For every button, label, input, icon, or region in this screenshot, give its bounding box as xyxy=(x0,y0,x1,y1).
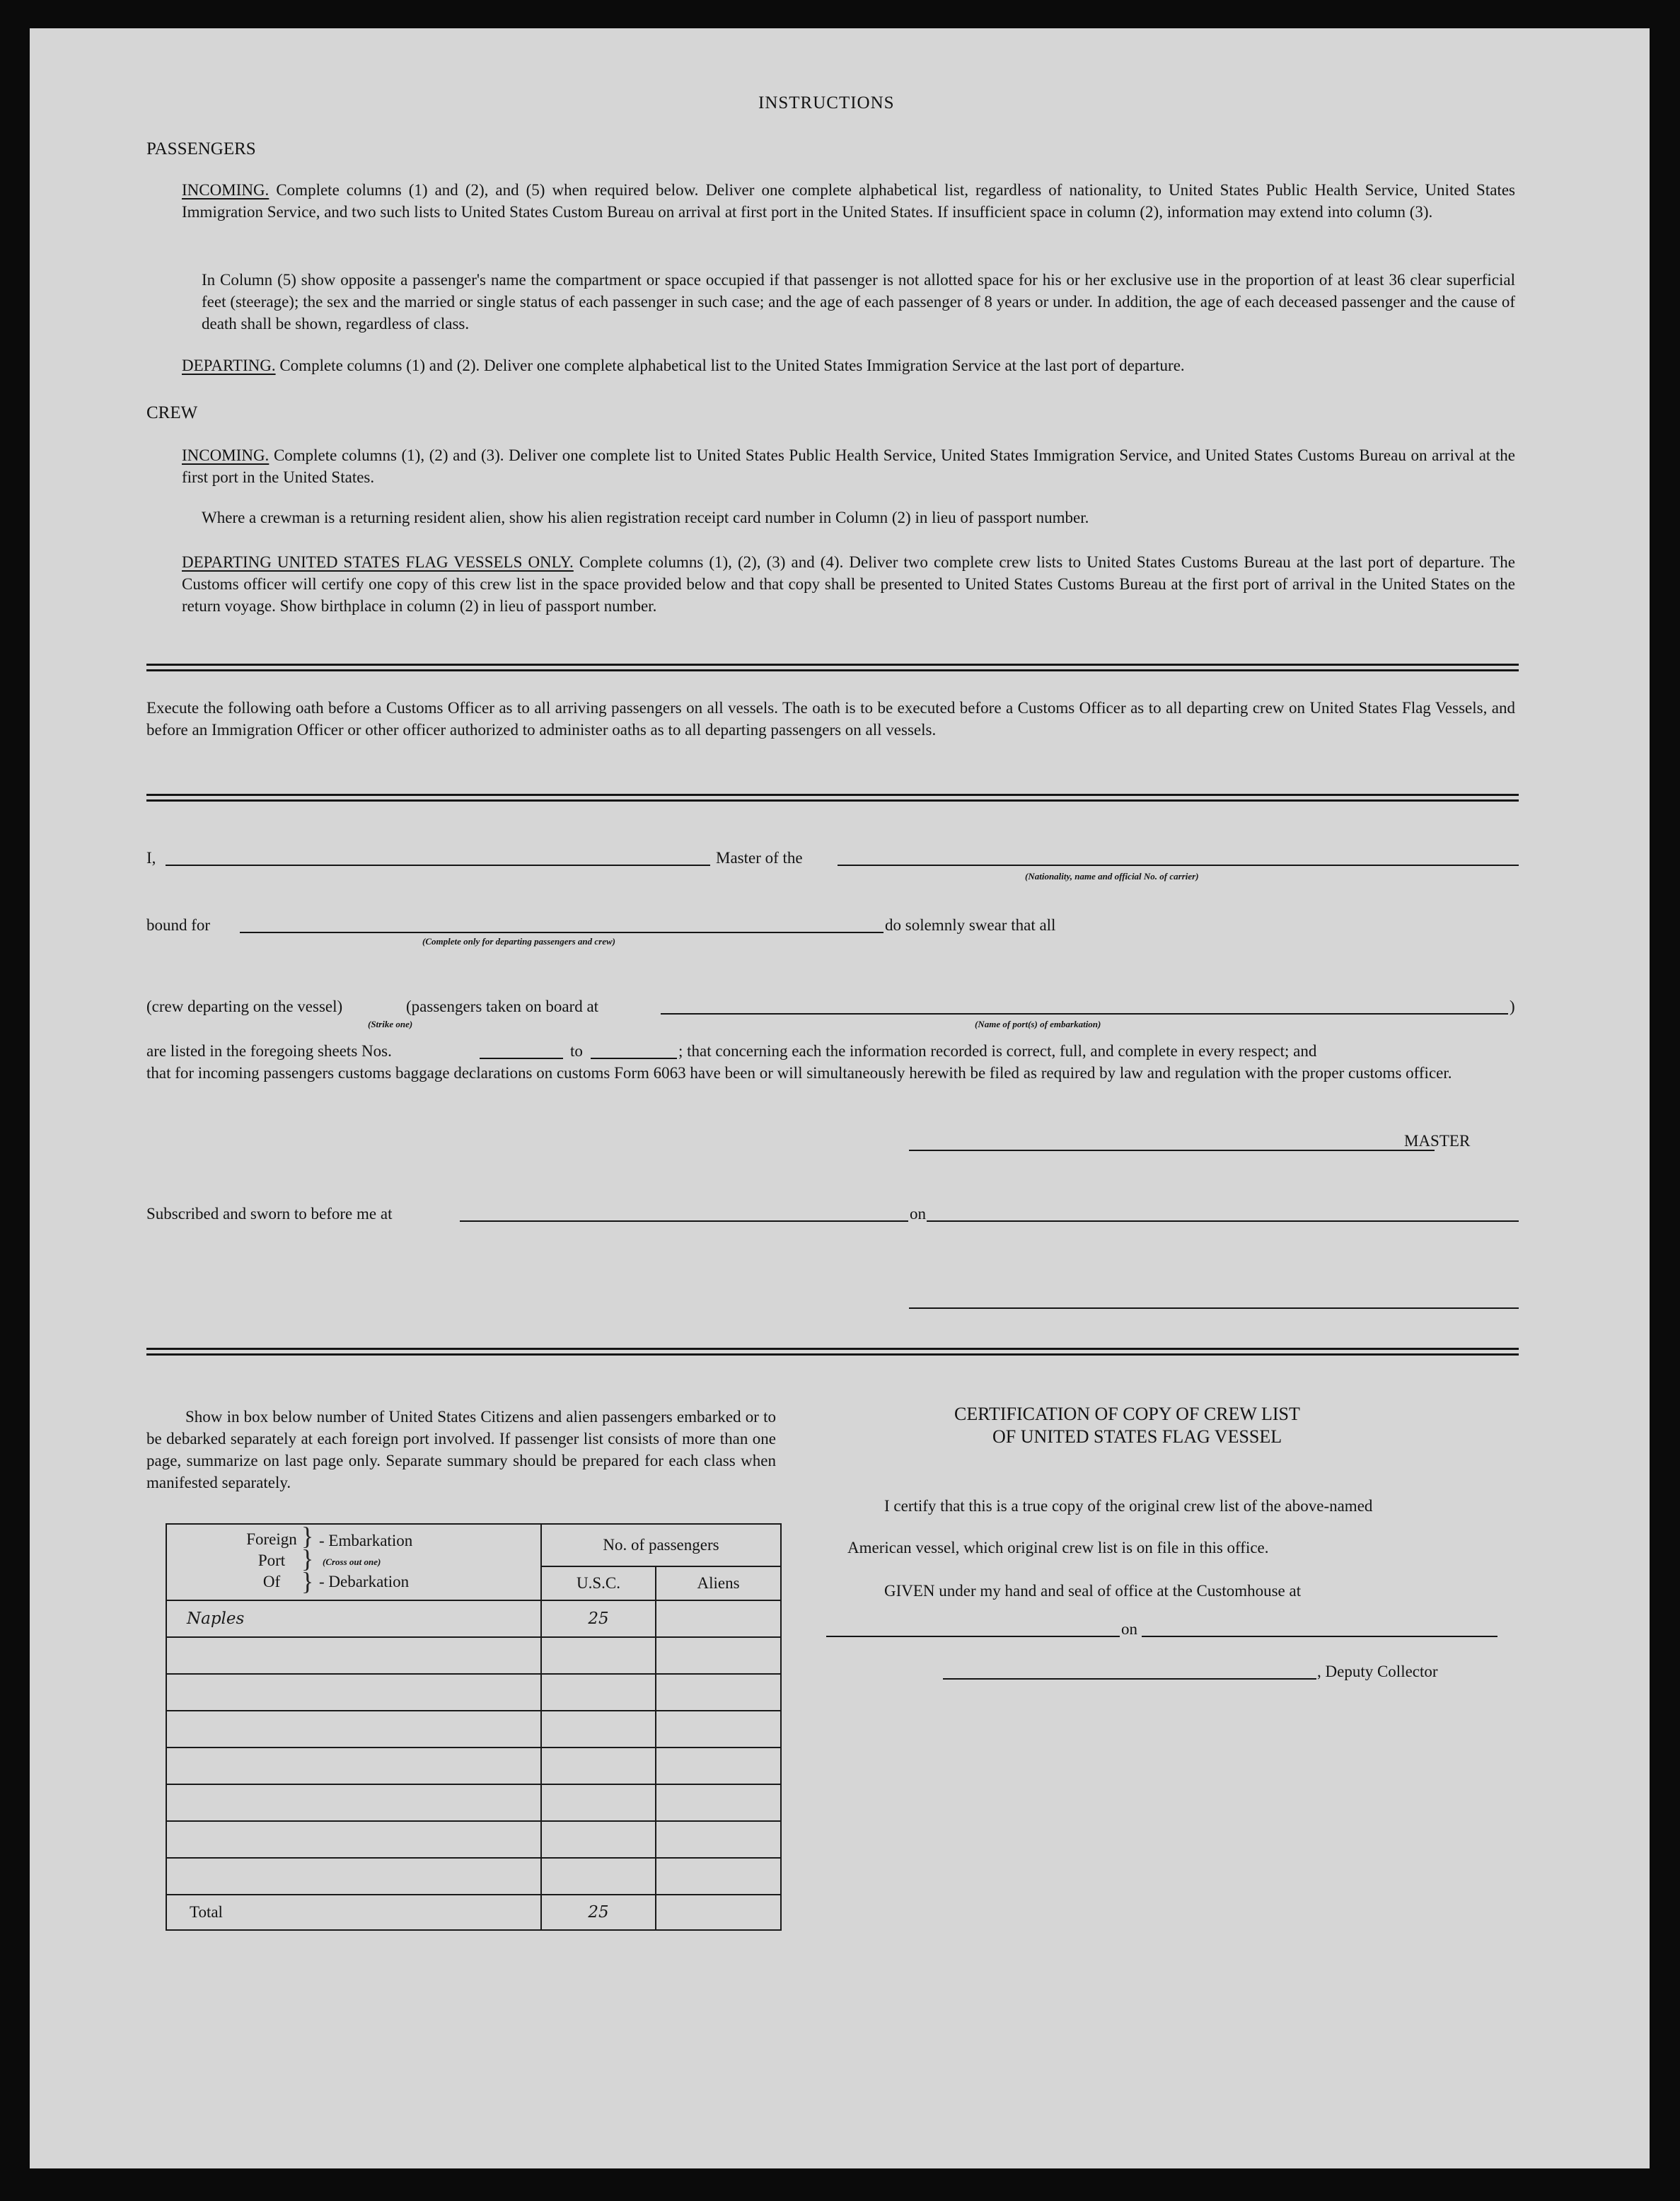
table-row xyxy=(166,1821,781,1858)
port-cell[interactable] xyxy=(166,1784,541,1821)
sheet-from-line[interactable] xyxy=(480,1058,563,1059)
aliens-cell[interactable] xyxy=(656,1858,781,1895)
foreign-port-header: Foreign Port Of } } } - Embarkation (Cross out one) - Debarkation xyxy=(166,1524,541,1600)
listed-to: to xyxy=(570,1042,583,1060)
total-row xyxy=(166,1895,781,1930)
oath-intro: Execute the following oath before a Customs Officer as to all arriving passengers on all vessels. The oath is to be executed before a Customs Officer as to all departing crew on United States Flag Vessels, and before an Immigration Officer or other officer authorized to administer oaths as to all departing passengers on all vessels. xyxy=(146,699,1515,739)
port-cell[interactable] xyxy=(166,1747,541,1784)
divider-rule xyxy=(146,799,1519,802)
passengers-heading: PASSENGERS xyxy=(146,139,256,158)
total-label: Total xyxy=(166,1895,541,1930)
certification-heading-2: OF UNITED STATES FLAG VESSEL xyxy=(992,1426,1282,1447)
certification-heading-1: CERTIFICATION OF COPY OF CREW LIST xyxy=(954,1404,1300,1424)
table-row xyxy=(166,1858,781,1895)
total-aliens-cell[interactable] xyxy=(656,1895,781,1930)
usc-cell[interactable] xyxy=(541,1674,656,1711)
debarkation-label: - Debarkation xyxy=(319,1573,410,1590)
port-cell[interactable] xyxy=(166,1674,541,1711)
usc-cell[interactable] xyxy=(541,1821,656,1858)
port-label: Port xyxy=(257,1552,286,1569)
usc-header: U.S.C. xyxy=(541,1566,656,1600)
embarkation-label: - Embarkation xyxy=(319,1532,413,1549)
listed-pre: are listed in the foregoing sheets Nos. xyxy=(146,1042,392,1060)
table-row xyxy=(166,1637,781,1674)
crew-departing-label: DEPARTING UNITED STATES FLAG VESSELS ONLY. xyxy=(182,553,574,571)
embarkation-ports-line[interactable] xyxy=(661,1013,1508,1015)
carrier-note: (Nationality, name and official No. of carrier) xyxy=(1025,871,1199,882)
master-of-label: Master of the xyxy=(716,849,803,867)
aliens-cell[interactable] xyxy=(656,1637,781,1674)
table-row xyxy=(166,1784,781,1821)
divider-rule xyxy=(146,669,1519,671)
aliens-cell[interactable] xyxy=(656,1600,781,1637)
passenger-summary-table xyxy=(166,1523,782,1931)
passengers-incoming xyxy=(182,179,1515,223)
bound-for-line[interactable] xyxy=(240,932,884,933)
port-cell[interactable] xyxy=(166,1858,541,1895)
passengers-departing xyxy=(182,354,1515,376)
usc-cell[interactable] xyxy=(541,1637,656,1674)
bound-for-label: bound for xyxy=(146,916,211,934)
cross-out-note: (Cross out one) xyxy=(323,1556,381,1567)
divider-rule xyxy=(146,794,1519,796)
foreign-label: Foreign xyxy=(246,1530,297,1548)
passengers-departing-label: DEPARTING. xyxy=(182,357,276,374)
carrier-line[interactable] xyxy=(838,865,1519,866)
table-row xyxy=(166,1711,781,1747)
officer-signature-line[interactable] xyxy=(909,1307,1519,1309)
passengers-count-header: No. of passengers xyxy=(541,1524,781,1566)
master-name-line[interactable] xyxy=(166,865,710,866)
passengers-departing-text: Complete columns (1) and (2). Deliver one complete alphabetical list to the United States Immigration Service at the last port of departure. xyxy=(279,357,1185,374)
customhouse-line[interactable] xyxy=(826,1636,1120,1637)
page-title: INSTRUCTIONS xyxy=(758,93,895,112)
passengers-incoming-text: Complete columns (1) and (2), and (5) when required below. Deliver one complete alphabetical list, regardless of nationality, to United States Public Health Service, United States Immigration Service, and two such lists to United States Custom Bureau on arrival at first port in the United States. If insufficient space in column (2), information may extend into column (3). xyxy=(182,181,1516,221)
aliens-cell[interactable] xyxy=(656,1711,781,1747)
ports-note: (Name of port(s) of embarkation) xyxy=(975,1019,1101,1029)
crew-resident-note: Where a crewman is a returning resident alien, show his alien registration receipt card number in Column (2) in lieu of passport number. xyxy=(202,509,1089,526)
given-text: GIVEN under my hand and seal of office at the Customhouse at xyxy=(884,1582,1302,1600)
usc-cell[interactable]: 25 xyxy=(541,1600,656,1637)
of-label: Of xyxy=(262,1573,281,1590)
port-cell[interactable] xyxy=(166,1637,541,1674)
crew-incoming xyxy=(182,444,1515,488)
deputy-signature-line[interactable] xyxy=(943,1678,1316,1680)
oath-i-label: I, xyxy=(146,849,156,867)
port-cell[interactable] xyxy=(166,1711,541,1747)
usc-cell[interactable] xyxy=(541,1747,656,1784)
table-row xyxy=(166,1674,781,1711)
certification-on-label: on xyxy=(1121,1620,1137,1638)
crew-departing-text: Complete columns (1), (2), (3) and (4). Deliver two complete crew lists to United States Customs Bureau at the last port of departure. The Customs officer will certify one copy of this crew list in the space provided below and that copy shall be presented to United States Customs Bureau at the first port of arrival in the United States on the return voyage. Show birthplace in column (2) in lieu of passport number. xyxy=(182,553,1515,615)
master-label: MASTER xyxy=(1404,1132,1471,1150)
crew-incoming-text: Complete columns (1), (2) and (3). Deliver one complete list to United States Public Health Service, United States Immigration Service, and United States Customs Bureau on arrival at the first port in the United States. xyxy=(182,446,1516,486)
usc-cell[interactable] xyxy=(541,1784,656,1821)
divider-rule xyxy=(146,1353,1519,1356)
certify-line-1: I certify that this is a true copy of the original crew list of the above-named xyxy=(884,1497,1373,1515)
aliens-cell[interactable] xyxy=(656,1821,781,1858)
crew-departing-option: (crew departing on the vessel) xyxy=(146,998,343,1015)
divider-rule xyxy=(146,1348,1519,1350)
listed-post: ; that concerning each the information recorded is correct, full, and complete in every respect; and xyxy=(678,1042,1317,1060)
subscribed-text: Subscribed and sworn to before me at xyxy=(146,1205,393,1223)
aliens-cell[interactable] xyxy=(656,1674,781,1711)
total-usc-cell[interactable]: 25 xyxy=(541,1895,656,1930)
usc-cell[interactable] xyxy=(541,1711,656,1747)
close-paren: ) xyxy=(1510,998,1515,1015)
sworn-on-label: on xyxy=(910,1205,926,1223)
table-row xyxy=(166,1747,781,1784)
port-cell[interactable]: Naples xyxy=(166,1600,541,1637)
baggage-text: that for incoming passengers customs baggage declarations on customs Form 6063 have been or will simultaneously herewith be filed as required by law and regulation with the proper customs officer. xyxy=(146,1064,1452,1082)
aliens-header: Aliens xyxy=(656,1566,781,1600)
sworn-date-line[interactable] xyxy=(927,1220,1519,1222)
passengers-column5: In Column (5) show opposite a passenger's name the compartment or space occupied if that passenger is not allotted space for his or her exclusive use in the proportion of at least 36 clear superficial feet (steerage); the sex and the married or single status of each passenger in such case; and the age of each passenger of 8 years or under. In addition, the age of each deceased passenger and the cause of death shall be shown, regardless of class. xyxy=(202,271,1515,333)
form-sheet xyxy=(30,28,1650,2168)
passengers-taken-option: (passengers taken on board at xyxy=(406,998,599,1015)
master-signature-line[interactable] xyxy=(909,1150,1435,1151)
sworn-place-line[interactable] xyxy=(460,1220,908,1222)
summary-instructions: Show in box below number of United States Citizens and alien passengers embarked or to be debarked separately at each foreign port involved. If passenger list consists of more than one page, summarize on last page only. Separate summary should be prepared for each class when manifested separately. xyxy=(146,1408,776,1491)
deputy-collector-label: , Deputy Collector xyxy=(1317,1663,1438,1680)
crew-heading: CREW xyxy=(146,403,198,422)
certification-date-line[interactable] xyxy=(1142,1636,1497,1637)
certify-line-2: American vessel, which original crew list is on file in this office. xyxy=(847,1539,1269,1556)
strike-note: (Strike one) xyxy=(368,1019,413,1029)
divider-rule xyxy=(146,664,1519,666)
sheet-to-line[interactable] xyxy=(591,1058,677,1059)
bound-for-note: (Complete only for departing passengers and crew) xyxy=(422,936,615,947)
crew-incoming-label: INCOMING. xyxy=(182,446,270,464)
crew-departing xyxy=(182,551,1515,617)
usc-cell[interactable] xyxy=(541,1858,656,1895)
port-cell[interactable] xyxy=(166,1821,541,1858)
aliens-cell[interactable] xyxy=(656,1784,781,1821)
table-row xyxy=(166,1600,781,1637)
swear-text: do solemnly swear that all xyxy=(885,916,1056,934)
passengers-incoming-label: INCOMING. xyxy=(182,181,270,199)
aliens-cell[interactable] xyxy=(656,1747,781,1784)
